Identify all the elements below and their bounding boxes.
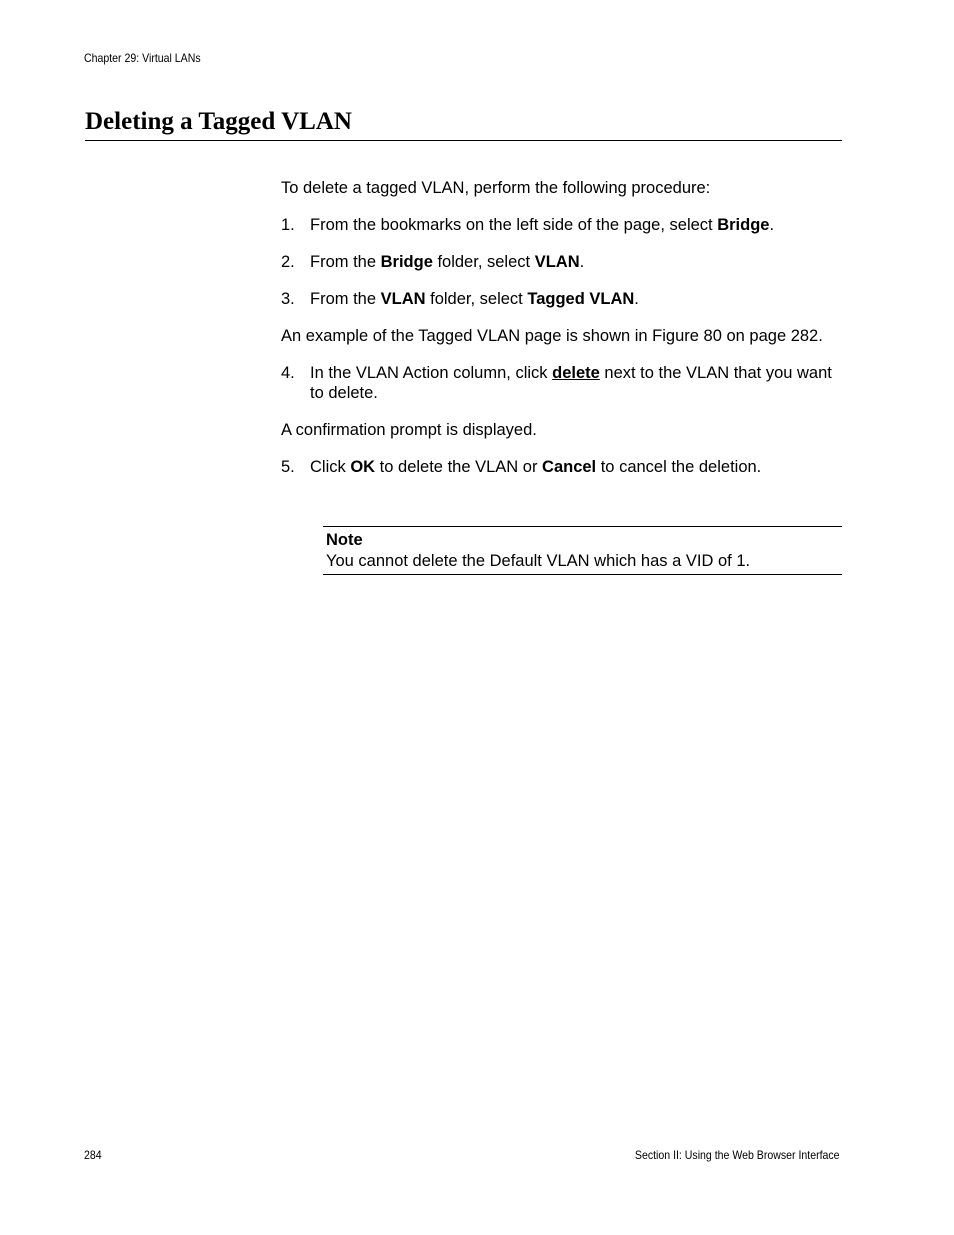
step-text-bold: Cancel	[542, 458, 597, 476]
step-text-bold: Tagged VLAN	[527, 290, 635, 308]
step-text-plain: folder, select	[425, 290, 528, 308]
step-text-plain: From the	[310, 290, 381, 308]
step-text-plain: Click	[310, 458, 351, 476]
note-box	[323, 526, 842, 575]
procedure-body	[281, 178, 842, 494]
step-text-plain: next to the VLAN that you want to delete.	[310, 364, 832, 402]
note-text: You cannot delete the Default VLAN which has a VID of 1.	[326, 552, 751, 570]
step-number: 4.	[281, 364, 295, 382]
page-number: 284	[84, 1148, 102, 1162]
step-1	[281, 215, 842, 235]
step-text	[310, 289, 842, 309]
step-text	[310, 215, 842, 235]
step-text	[310, 252, 842, 272]
footer-section: Section II: Using the Web Browser Interface	[635, 1148, 840, 1162]
step-text-plain: .	[579, 253, 585, 271]
step-text-plain: folder, select	[432, 253, 535, 271]
step-number: 3.	[281, 290, 295, 308]
step-text-plain: .	[634, 290, 639, 308]
step-text	[310, 363, 842, 403]
step-text-bold: VLAN	[534, 253, 580, 271]
step-text-plain: From the	[310, 253, 381, 271]
delete-link[interactable]: delete	[552, 364, 600, 382]
note-title: Note	[326, 531, 363, 549]
step-text-plain: to delete the VLAN or	[375, 458, 543, 476]
step-2	[281, 252, 842, 272]
step-5	[281, 457, 842, 477]
step-number: 5.	[281, 458, 295, 476]
step-text-bold: OK	[350, 458, 376, 476]
step-text-plain: In the VLAN Action column, click	[310, 364, 553, 382]
step-number: 1.	[281, 216, 295, 234]
step-text-plain: From the bookmarks on the left side of the page, select	[310, 216, 718, 234]
intro-paragraph: To delete a tagged VLAN, perform the following procedure:	[281, 179, 711, 197]
step-text-plain: .	[769, 216, 775, 234]
step-3	[281, 289, 842, 309]
running-head: Chapter 29: Virtual LANs	[84, 51, 201, 65]
step-4-followup: A confirmation prompt is displayed.	[281, 421, 537, 439]
step-text-bold: VLAN	[380, 290, 426, 308]
section-title: Deleting a Tagged VLAN	[85, 106, 842, 141]
step-text-bold: Bridge	[717, 216, 770, 234]
step-text	[310, 457, 842, 477]
step-3-followup: An example of the Tagged VLAN page is shown in Figure 80 on page 282.	[281, 327, 823, 345]
step-4	[281, 363, 842, 403]
step-text-plain: to cancel the deletion.	[596, 458, 762, 476]
step-number: 2.	[281, 253, 295, 271]
step-text-bold: Bridge	[380, 253, 433, 271]
